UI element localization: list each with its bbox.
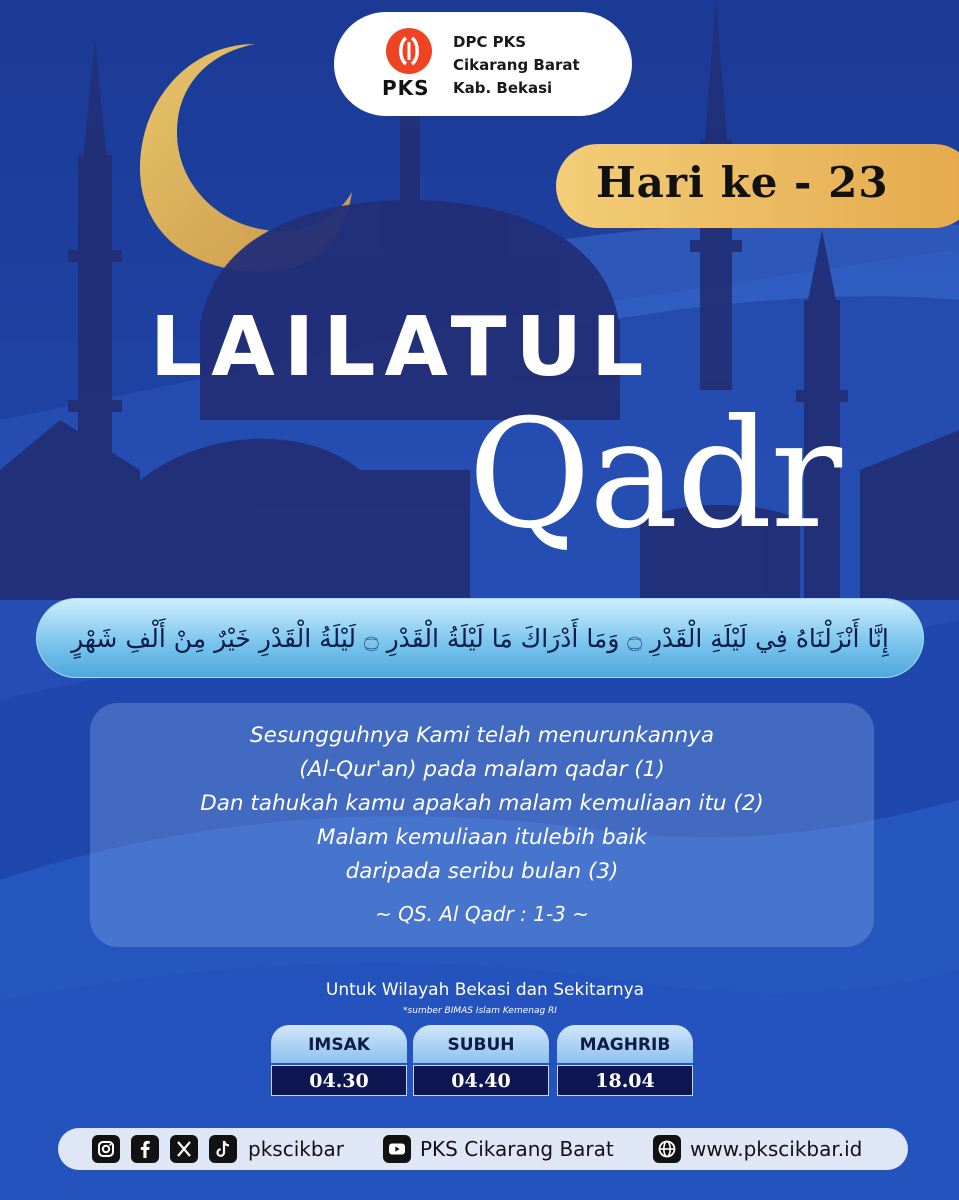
prayer-time-value: 04.40	[413, 1065, 549, 1096]
org-line: Kab. Bekasi	[453, 79, 553, 97]
org-line: DPC PKS	[453, 33, 527, 51]
day-label: Hari ke - 23	[596, 158, 889, 207]
prayer-time-maghrib	[557, 1025, 693, 1096]
prayer-label: SUBUH	[413, 1025, 549, 1063]
facebook-icon[interactable]	[131, 1135, 159, 1163]
title-line-2: Qadr	[468, 388, 841, 562]
translation-text	[90, 719, 874, 889]
pks-logo-icon	[386, 28, 432, 74]
translation-line: daripada seribu bulan (3)	[345, 859, 619, 884]
social-footer	[58, 1128, 908, 1170]
social-handle[interactable]: pkscikbar	[248, 1137, 345, 1161]
org-line: Cikarang Barat	[453, 56, 580, 74]
day-badge	[556, 144, 959, 228]
arabic-verse-band	[36, 598, 924, 678]
prayer-time-imsak	[271, 1025, 407, 1096]
youtube-channel[interactable]: PKS Cikarang Barat	[420, 1137, 614, 1161]
prayer-label: IMSAK	[271, 1025, 407, 1063]
org-logo-badge	[334, 12, 632, 116]
prayer-label: MAGHRIB	[557, 1025, 693, 1063]
arabic-verse: إِنَّا أَنْزَلْنَاهُ فِي لَيْلَةِ الْقَدْرِ ۝ وَمَا أَدْرَاكَ مَا لَيْلَةُ الْقَدْرِ ۝ لَيْلَةُ الْقَدْرِ خَيْرٌ مِنْ أَلْفِ شَهْرٍ	[71, 624, 889, 653]
website-link[interactable]: www.pkscikbar.id	[690, 1137, 863, 1161]
tiktok-icon[interactable]	[209, 1135, 237, 1163]
globe-icon[interactable]	[653, 1135, 681, 1163]
translation-line: (Al-Qur'an) pada malam qadar (1)	[299, 757, 665, 782]
x-icon[interactable]	[170, 1135, 198, 1163]
youtube-icon[interactable]	[383, 1135, 411, 1163]
translation-line: Sesungguhnya Kami telah menurunkannya	[249, 723, 715, 748]
title-line-1: LAILATUL	[150, 300, 653, 395]
org-name	[453, 31, 580, 100]
instagram-icon[interactable]	[92, 1135, 120, 1163]
prayer-time-value: 04.30	[271, 1065, 407, 1096]
logo-wordmark: PKS	[382, 76, 430, 100]
translation-line: Dan tahukah kamu apakah malam kemuliaan itu (2)	[200, 791, 764, 816]
schedule-region: Untuk Wilayah Bekasi dan Sekitarnya	[325, 980, 645, 1000]
schedule-source-note: *sumber BIMAS Islam Kemenag RI	[403, 1006, 557, 1016]
prayer-time-subuh	[413, 1025, 549, 1096]
verse-source: ~ QS. Al Qadr : 1-3 ~	[374, 902, 589, 926]
translation-box	[90, 703, 874, 947]
prayer-time-value: 18.04	[557, 1065, 693, 1096]
translation-line: Malam kemuliaan itulebih baik	[316, 825, 648, 850]
